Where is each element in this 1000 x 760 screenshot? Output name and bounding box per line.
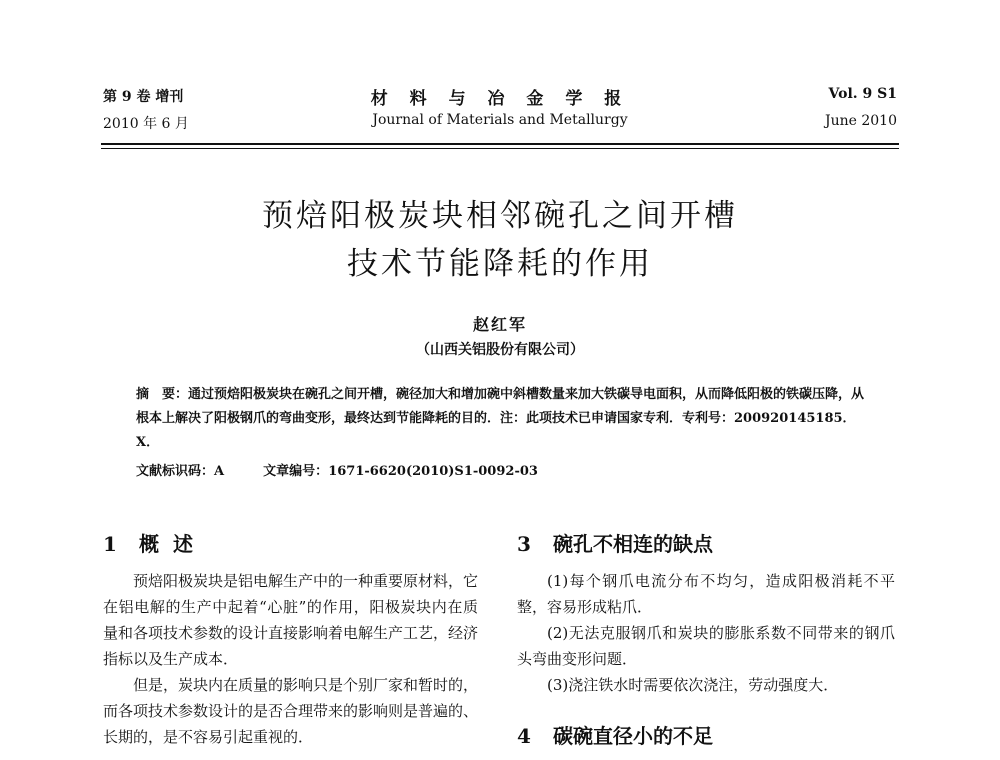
section-1-paragraph-1: 预焙阳极炭块是铝电解生产中的一种重要原材料，它在铝电解的生产中起着“心脏”的作用，阳极炭块内在质量和各项技术参数的设计直接影响着电解生产工艺，经济指标以及生产成本． xyxy=(103,572,479,668)
date-label: 2010 年 6 月 xyxy=(103,116,189,132)
author-name: 赵红军 xyxy=(472,315,527,334)
section-3-item-3: (3)浇注铁水时需要依次浇注，劳动强度大． xyxy=(547,676,839,694)
volume-label: 第 9 卷 增刊 xyxy=(103,89,184,105)
section-1-number: 1 xyxy=(103,532,117,556)
section-3-item-2: (2)无法克服钢爪和炭块的膨胀系数不同带来的钢爪头弯曲变形问题． xyxy=(517,624,895,668)
document-meta xyxy=(136,460,538,479)
doc-code: A xyxy=(214,464,225,479)
section-4-title: 碳碗直径小的不足 xyxy=(553,724,713,748)
section-4-number: 4 xyxy=(517,724,531,748)
section-3-item-1: (1)每个钢爪电流分布不均匀，造成阳极消耗不平整，容易形成粘爪． xyxy=(517,572,895,616)
section-1-title-a: 概 xyxy=(139,532,173,556)
header-rule-top xyxy=(101,143,899,145)
abstract-text: 通过预焙阳极炭块在碗孔之间开槽，碗径加大和增加碗中斜槽数量来加大铁碳导电面积，从而降低阳极的铁碳压降，从根本上解决了阳极钢爪的弯曲变形，最终达到节能降耗的目的．注：此项技术已申请国家专利．专利号：200920145185．X． xyxy=(136,387,865,450)
section-1-paragraph-2: 但是，炭块内在质量的影响只是个别厂家和暂时的，而各项技术参数设计的是否合理带来的影响则是普遍的、长期的，是不容易引起重视的． xyxy=(103,676,479,746)
section-3-heading xyxy=(517,528,713,557)
affiliation: （山西关铝股份有限公司） xyxy=(416,342,584,358)
section-1-body xyxy=(103,568,478,750)
section-3-title: 碗孔不相连的缺点 xyxy=(553,532,713,556)
title-line-2: 技术节能降耗的作用 xyxy=(347,246,653,282)
journal-name-en: Journal of Materials and Metallurgy xyxy=(372,112,628,128)
header-rule-bottom xyxy=(101,148,899,149)
volume-label-en: Vol. 9 S1 xyxy=(828,86,897,102)
article-no: 1671-6620(2010)S1-0092-03 xyxy=(328,464,538,479)
date-label-en: June 2010 xyxy=(824,113,897,129)
abstract-label: 摘 要： xyxy=(136,387,189,402)
abstract xyxy=(136,383,866,455)
section-4-heading xyxy=(517,720,713,749)
article-no-label: 文章编号： xyxy=(263,464,329,479)
section-1-title-b: 述 xyxy=(173,532,193,556)
section-3-number: 3 xyxy=(517,532,531,556)
section-3-body xyxy=(517,568,895,698)
doc-code-label: 文献标识码： xyxy=(136,464,215,479)
title-line-1: 预焙阳极炭块相邻碗孔之间开槽 xyxy=(262,198,738,234)
section-1-heading xyxy=(103,528,193,557)
journal-name-cn: 材 料 与 冶 金 学 报 xyxy=(370,89,630,109)
